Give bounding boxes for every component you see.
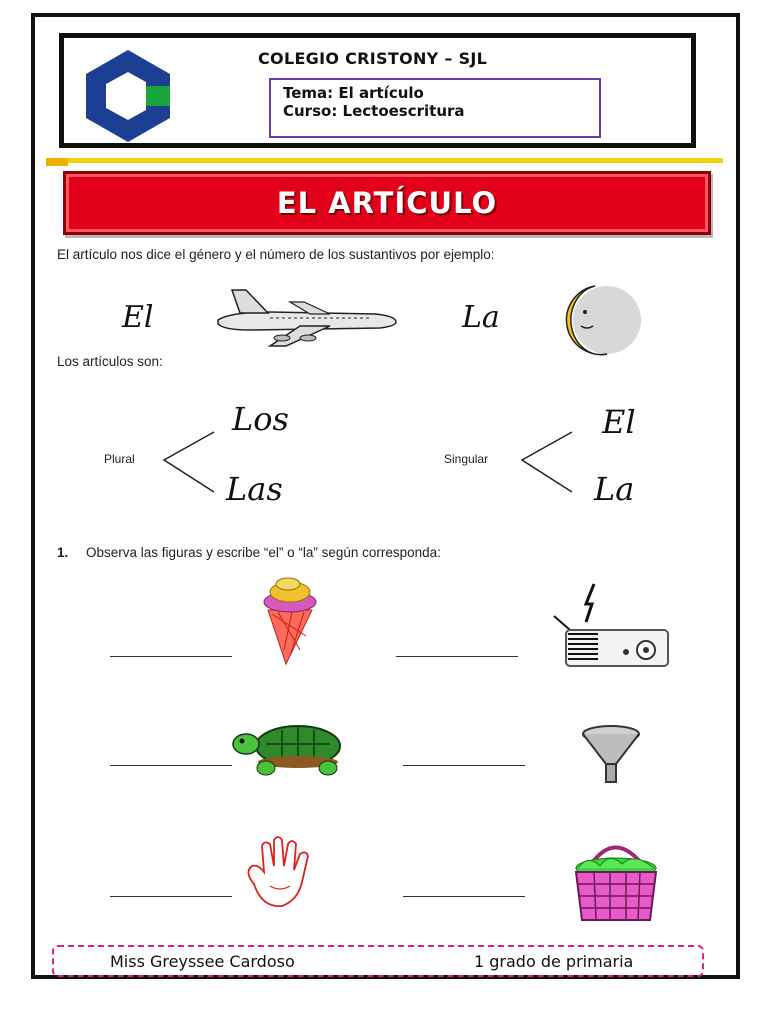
teacher-name: Miss Greyssee Cardoso (110, 952, 295, 971)
example-la: La (462, 300, 500, 335)
articles-intro: Los artículos son: (57, 354, 163, 369)
singular-label: Singular (444, 452, 489, 466)
article-los: Los (232, 400, 289, 438)
answer-blank-4[interactable] (403, 765, 525, 766)
article-la: La (594, 470, 635, 508)
basket-icon (570, 836, 660, 922)
answer-blank-6[interactable] (403, 896, 525, 897)
answer-blank-5[interactable] (110, 896, 232, 897)
divider-line (48, 158, 723, 163)
singular-bracket (518, 428, 578, 498)
grade-label: 1 grado de primaria (474, 952, 634, 971)
article-el: El (602, 403, 636, 441)
topic-box (269, 78, 601, 138)
turtle-icon (232, 722, 344, 778)
answer-blank-2[interactable] (396, 656, 518, 657)
article-las: Las (226, 470, 283, 508)
course-text: Curso: Lectoescritura (283, 102, 465, 120)
exercise-instruction (57, 545, 441, 560)
airplane-icon (210, 280, 400, 350)
intro-text: El artículo nos dice el género y el número de los sustantivos por ejemplo: (57, 247, 495, 262)
school-name: COLEGIO CRISTONY – SJL (258, 49, 488, 68)
topic-text: Tema: El artículo (283, 84, 424, 102)
page-title: EL ARTÍCULO (276, 186, 498, 220)
answer-blank-1[interactable] (110, 656, 232, 657)
plural-bracket (160, 428, 220, 498)
ice-cream-icon (258, 576, 322, 666)
exercise-text: Observa las figuras y escribe “el” o “la” según corresponda: (86, 545, 441, 560)
radio-icon (548, 582, 672, 670)
plural-label: Plural (104, 452, 135, 466)
exercise-number: 1. (57, 545, 69, 560)
answer-blank-3[interactable] (110, 765, 232, 766)
funnel-icon (580, 724, 642, 784)
example-el: El (122, 300, 154, 335)
moon-icon (555, 282, 645, 358)
title-banner (63, 171, 711, 235)
logo-icon (82, 48, 174, 144)
divider-tick (46, 158, 68, 166)
hand-icon (240, 832, 320, 912)
